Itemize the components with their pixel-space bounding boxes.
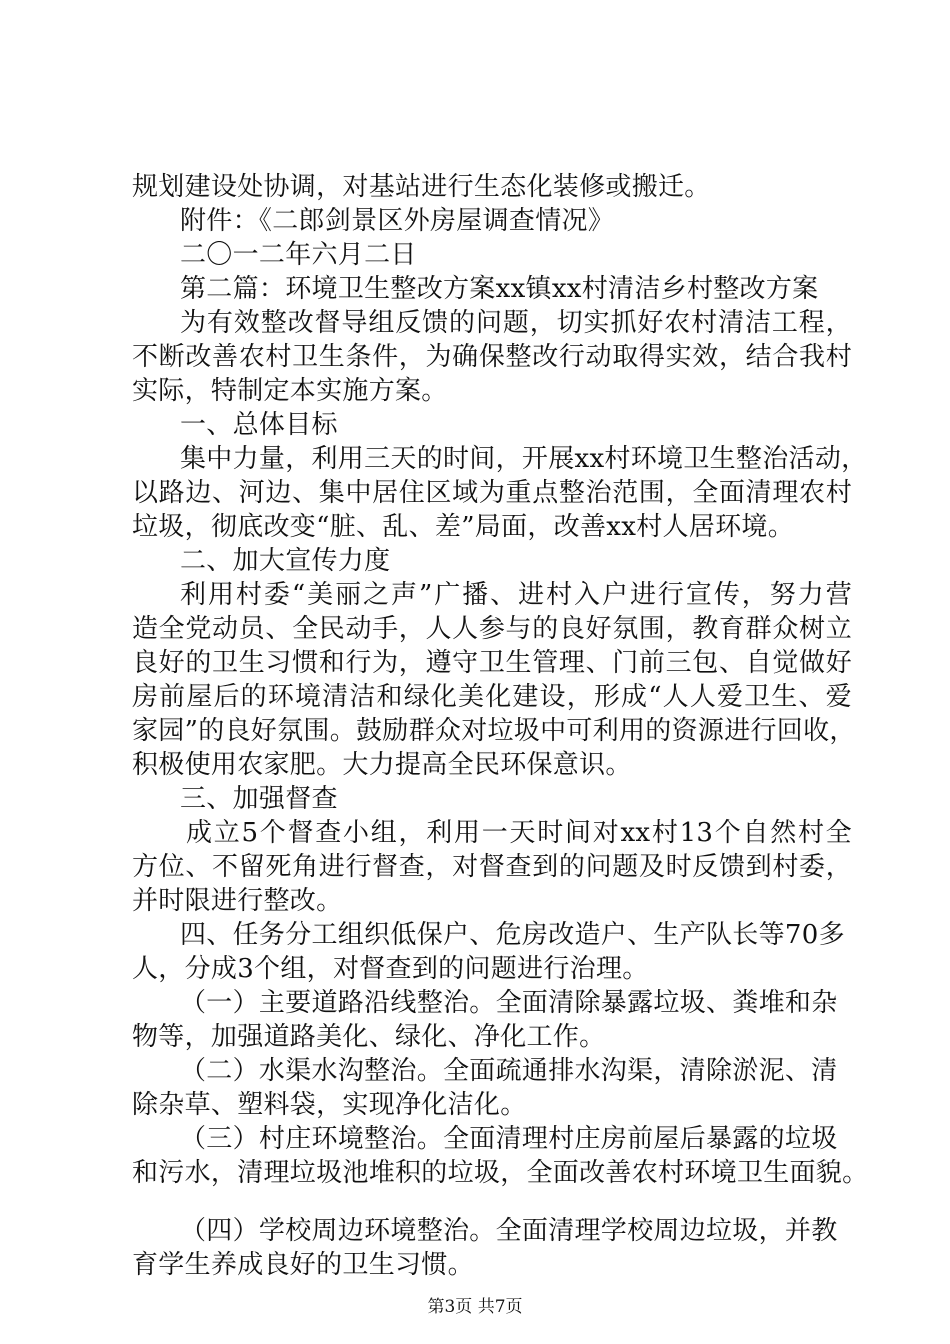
paragraph-line: 实际，特制定本实施方案。 bbox=[132, 376, 448, 406]
paragraph-line: 造全党动员、全民动手，人人参与的良好氛围，教育群众树立 bbox=[132, 614, 852, 644]
paragraph-line: 育学生养成良好的卫生习惯。 bbox=[132, 1250, 474, 1280]
paragraph-line: 家园”的良好氛围。鼓励群众对垃圾中可利用的资源进行回收， bbox=[132, 716, 856, 746]
page-number-footer: 第3页 共7页 bbox=[427, 1297, 523, 1317]
paragraph-line: 以路边、河边、集中居住区域为重点整治范围，全面清理农村 bbox=[132, 478, 852, 508]
item-village: （三）村庄环境整治。全面清理村庄房前屋后暴露的垃圾 bbox=[180, 1124, 838, 1154]
date-line: 二〇一二年六月二日 bbox=[180, 240, 417, 270]
paragraph-line: 除杂草、塑料袋，实现净化洁化。 bbox=[132, 1090, 527, 1120]
section-heading: 第二篇：环境卫生整改方案xx镇xx村清洁乡村整改方案 bbox=[180, 274, 819, 304]
attachment-line: 附件：《二郎剑景区外房屋调查情况》 bbox=[180, 206, 615, 236]
heading-supervision: 三、加强督查 bbox=[180, 784, 338, 814]
paragraph-line: 和污水，清理垃圾池堆积的垃圾，全面改善农村环境卫生面貌。 bbox=[132, 1158, 869, 1188]
paragraph-line: 为有效整改督导组反馈的问题，切实抓好农村清洁工程， bbox=[180, 308, 852, 338]
paragraph-line: 良好的卫生习惯和行为，遵守卫生管理、门前三包、自觉做好 bbox=[132, 648, 852, 678]
item-school: （四）学校周边环境整治。全面清理学校周边垃圾，并教 bbox=[180, 1216, 838, 1246]
item-roads: （一）主要道路沿线整治。全面清除暴露垃圾、粪堆和杂 bbox=[180, 988, 838, 1018]
heading-task-division: 四、任务分工组织低保户、危房改造户、生产队长等70多 bbox=[180, 920, 845, 950]
paragraph-line: 成立5个督查小组，利用一天时间对xx村13个自然村全 bbox=[186, 818, 852, 848]
item-waterways: （二）水渠水沟整治。全面疏通排水沟渠，清除淤泥、清 bbox=[180, 1056, 838, 1086]
paragraph-line: 方位、不留死角进行督查，对督查到的问题及时反馈到村委， bbox=[132, 852, 852, 882]
paragraph-line: 不断改善农村卫生条件，为确保整改行动取得实效，结合我村 bbox=[132, 342, 852, 372]
paragraph-line: 并时限进行整改。 bbox=[132, 886, 343, 916]
paragraph-line: 垃圾，彻底改变“脏、乱、差”局面，改善xx村人居环境。 bbox=[132, 512, 795, 542]
paragraph-line: 积极使用农家肥。大力提高全民环保意识。 bbox=[132, 750, 632, 780]
text-line: 规划建设处协调，对基站进行生态化装修或搬迁。 bbox=[132, 172, 711, 202]
paragraph-line: 集中力量，利用三天的时间，开展xx村环境卫生整治活动， bbox=[180, 444, 868, 474]
heading-overall-goal: 一、总体目标 bbox=[180, 410, 338, 440]
paragraph-line: 房前屋后的环境清洁和绿化美化建设，形成“人人爱卫生、爱 bbox=[132, 682, 852, 712]
paragraph-line: 物等，加强道路美化、绿化、净化工作。 bbox=[132, 1022, 606, 1052]
paragraph-line: 人，分成3个组，对督查到的问题进行治理。 bbox=[132, 954, 649, 984]
paragraph-line: 利用村委“美丽之声”广播、进村入户进行宣传，努力营 bbox=[180, 580, 852, 610]
heading-publicity: 二、加大宣传力度 bbox=[180, 546, 391, 576]
